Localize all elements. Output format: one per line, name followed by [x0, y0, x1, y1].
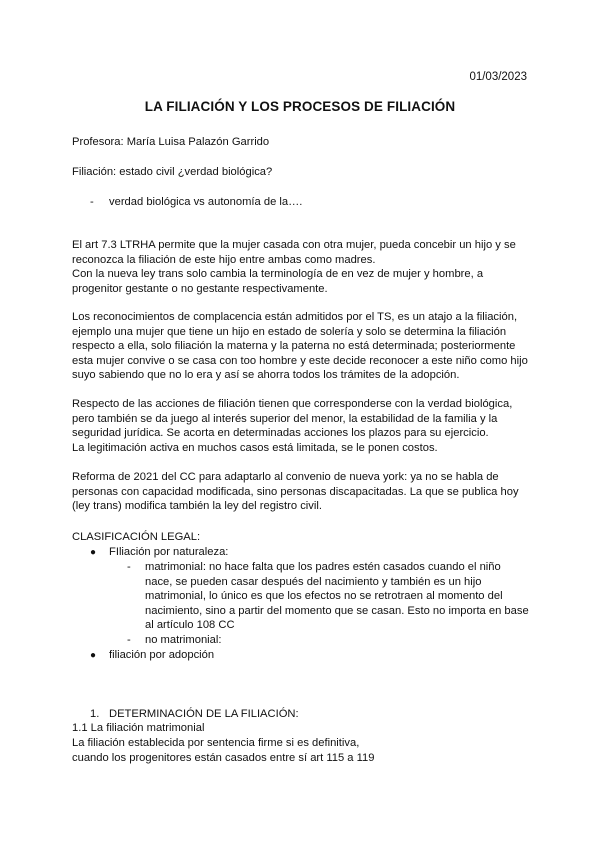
paragraph-3-line: Respecto de las acciones de filiación tienen que corresponderse con la verdad biológica,	[72, 398, 513, 410]
paragraph-2	[72, 310, 532, 383]
paragraph-2-line: Los reconocimientos de complacencia están admitidos por el TS, es un atajo a la filiación,	[72, 311, 518, 323]
sub-matrimonial-line: nacimiento, sino a partir del momento que se casan. Esto no importa en base	[145, 604, 529, 617]
paragraph-1	[72, 238, 532, 296]
classification-sub-matrimonial	[145, 560, 535, 633]
section-number: 1.	[90, 708, 100, 720]
sub-matrimonial-line: al artículo 108 CC	[145, 619, 235, 632]
paragraph-3	[72, 397, 532, 455]
paragraph-2-line: respecto a ella, solo filiación la materna y la paterna no está determinada; posteriormente	[72, 340, 516, 353]
paragraph-3-line: La legitimación activa en muchos casos está limitada, se le ponen costos.	[72, 441, 438, 454]
sub-matrimonial-line: nace, se pueden casar después del nacimiento y también es un hijo	[145, 575, 482, 588]
paragraph-2-line: esta mujer convive o se casa con too hombre y este decide reconocer a este niño como hijo	[72, 354, 528, 367]
section-body-line: cuando los progenitores están casados entre sí art 115 a 119	[72, 751, 375, 764]
dash-marker: -	[127, 634, 131, 646]
paragraph-4	[72, 470, 532, 514]
paragraph-1-line: reconozca la filiación de este hijo entre ambas como madres.	[72, 253, 376, 266]
paragraph-4-line: (ley trans) modifica también la ley del registro civil.	[72, 500, 322, 513]
section-body-line: La filiación establecida por sentencia firme si es definitiva,	[72, 737, 360, 749]
classification-item-adopcion: filiación por adopción	[109, 649, 215, 661]
document-title: LA FILIACIÓN Y LOS PROCESOS DE FILIACIÓN	[144, 99, 456, 114]
paragraph-1-line: progenitor gestante o no gestante respectivamente.	[72, 282, 328, 295]
bullet-icon: ●	[90, 650, 97, 661]
paragraph-2-line: suyo sabiendo que no lo era y así se ahorra todos los trámites de la adopción.	[72, 369, 460, 382]
section-subheading: 1.1 La filiación matrimonial	[72, 722, 205, 734]
paragraph-2-line: ejemplo una mujer que tiene un hijo en estado de solería y solo se determina la filiación	[72, 325, 507, 338]
dash-marker: -	[90, 196, 94, 208]
dash-marker: -	[127, 561, 131, 573]
section-body	[72, 736, 532, 765]
classification-sub-no-matrimonial: no matrimonial:	[145, 634, 222, 646]
paragraph-4-line: Reforma de 2021 del CC para adaptarlo al convenio de nueva york: ya no se habla de	[72, 471, 499, 483]
sub-matrimonial-line: matrimonial: no hace falta que los padres estén casados cuando el niño	[145, 561, 501, 573]
paragraph-4-line: personas con capacidad modificada, sino personas discapacitadas. La que se publica hoy	[72, 485, 519, 498]
sub-matrimonial-line: matrimonial, lo único es que los efectos no se retrotraen al momento del	[145, 590, 503, 603]
dash-item-text: verdad biológica vs autonomía de la….	[109, 196, 303, 208]
bullet-icon: ●	[90, 547, 97, 558]
paragraph-3-line: pero también se da juego al interés superior del menor, la estabilidad de la familia y la	[72, 412, 498, 425]
classification-item-naturaleza: FIliación por naturaleza:	[109, 546, 229, 558]
paragraph-3-line: seguridad jurídica. Se acorta en determinadas acciones los plazos para su ejercicio.	[72, 427, 489, 440]
paragraph-1-line: El art 7.3 LTRHA permite que la mujer casada con otra mujer, pueda concebir un hijo y se	[72, 239, 516, 251]
paragraph-1-line: Con la nueva ley trans solo cambia la terminología de en vez de mujer y hombre, a	[72, 268, 484, 281]
classification-heading: CLASIFICACIÓN LEGAL:	[72, 531, 201, 543]
filiacion-line: Filiación: estado civil ¿verdad biológica?	[72, 166, 273, 178]
professor-line: Profesora: María Luisa Palazón Garrido	[72, 136, 270, 148]
document-date: 01/03/2023	[469, 71, 527, 83]
section-heading: DETERMINACIÓN DE LA FILIACIÓN:	[109, 708, 299, 720]
